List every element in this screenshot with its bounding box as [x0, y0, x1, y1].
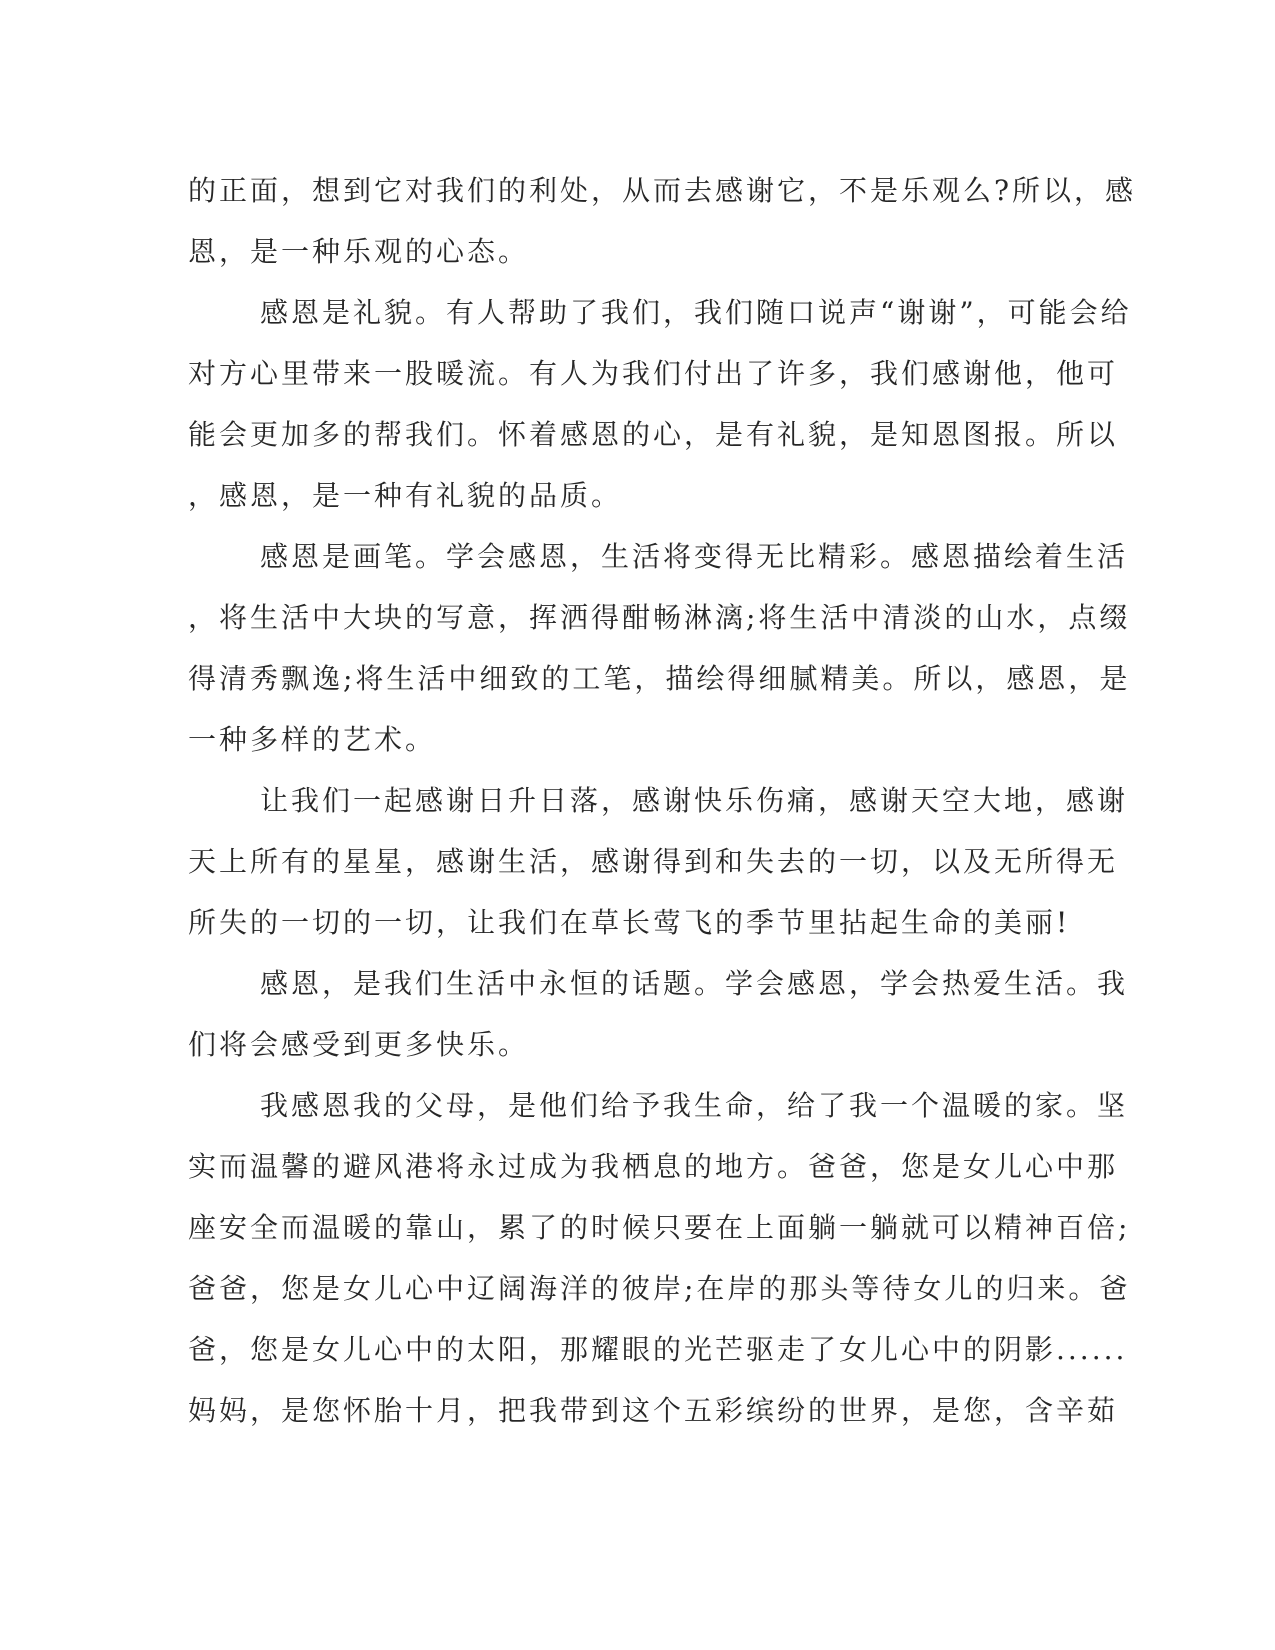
text-line: 爸，您是女儿心中的太阳，那耀眼的光芒驱走了女儿心中的阴影......	[188, 1333, 1128, 1366]
text-line: 能会更加多的帮我们。怀着感恩的心，是有礼貌，是知恩图报。所以	[188, 418, 1119, 451]
text-line: 们将会感受到更多快乐。	[188, 1028, 530, 1061]
text-line: 实而温馨的避风港将永过成为我栖息的地方。爸爸，您是女儿心中那	[188, 1150, 1119, 1183]
paragraph-first-line: 感恩，是我们生活中永恒的话题。学会感恩，学会热爱生活。我	[260, 967, 1129, 1000]
text-line: 恩，是一种乐观的心态。	[188, 235, 530, 268]
paragraph-first-line: 感恩是礼貌。有人帮助了我们，我们随口说声“谢谢”，可能会给	[260, 296, 1132, 329]
text-line: ，感恩，是一种有礼貌的品质。	[188, 479, 623, 512]
text-line: 一种多样的艺术。	[188, 723, 437, 756]
text-line: 天上所有的星星，感谢生活，感谢得到和失去的一切，以及无所得无	[188, 845, 1119, 878]
text-line: 座安全而温暖的靠山，累了的时候只要在上面躺一躺就可以精神百倍;	[188, 1211, 1131, 1244]
text-line: 得清秀飘逸;将生活中细致的工笔，描绘得细腻精美。所以，感恩，是	[188, 662, 1131, 695]
text-line: 的正面，想到它对我们的利处，从而去感谢它，不是乐观么?所以，感	[188, 174, 1137, 207]
text-line: 妈妈，是您怀胎十月，把我带到这个五彩缤纷的世界，是您，含辛茹	[188, 1394, 1119, 1427]
text-line: 所失的一切的一切，让我们在草长莺飞的季节里拈起生命的美丽!	[188, 906, 1071, 939]
paragraph-first-line: 感恩是画笔。学会感恩，生活将变得无比精彩。感恩描绘着生活	[260, 540, 1129, 573]
paragraph-first-line: 让我们一起感谢日升日落，感谢快乐伤痛，感谢天空大地，感谢	[260, 784, 1129, 817]
text-line: 对方心里带来一股暖流。有人为我们付出了许多，我们感谢他，他可	[188, 357, 1119, 390]
document-body	[188, 160, 1137, 1441]
paragraph-first-line: 我感恩我的父母，是他们给予我生命，给了我一个温暖的家。坚	[260, 1089, 1129, 1122]
text-line: ，将生活中大块的写意，挥洒得酣畅淋漓;将生活中清淡的山水，点缀	[188, 601, 1131, 634]
text-line: 爸爸，您是女儿心中辽阔海洋的彼岸;在岸的那头等待女儿的归来。爸	[188, 1272, 1131, 1305]
